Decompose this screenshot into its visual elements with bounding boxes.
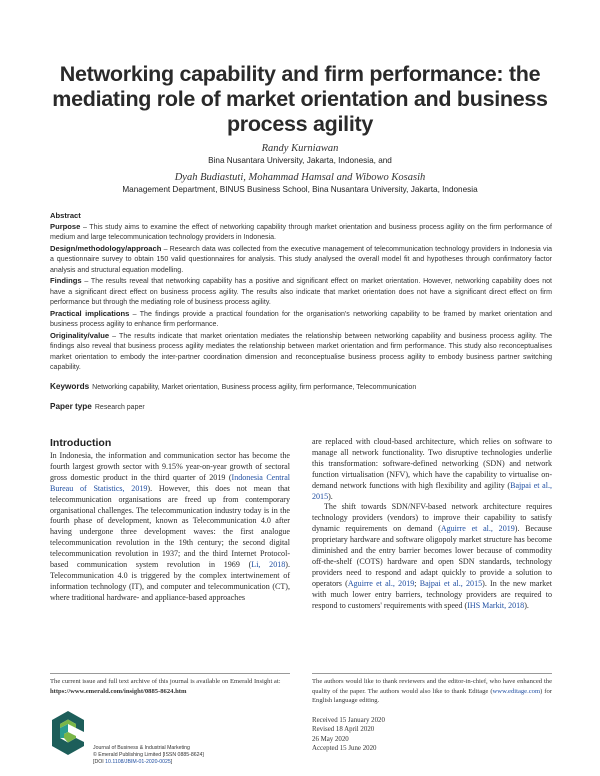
abstract-design: Design/methodology/approach – Research data was collected from the executive management of telecommunication technology providers in Indonesia via a questionnaire survey to obtain 150 valid questionnaires for analysis. This study analysed the overall model fit and hypotheses through confirmatory factor analysis and structural equation modelling. <box>50 243 552 274</box>
citation-link[interactable]: Aguirre et al., 2019 <box>347 578 415 588</box>
paper-type <box>50 402 145 411</box>
intro-paragraph: In Indonesia, the information and communication sector has become the fourth largest growth sector with 9.15% year-on-year growth of sectoral gross domestic product in the third quarter of 2019 (Indonesia Central Bureau of Statistics, 2019). However, this does not mean that telecommunication organisations are freed up from contemporary organisational challenges. The telecommunication industry today is in the fourth phase of development, known as Telecommunication 4.0 after having undergone three development waves: the first analogue telecommunication revolution in the 19th century; the second digital telecommunication revolution in 1937; and the third Internet Protocol-based communication system revolution in 1969 (Li, 2018). Telecommunication 4.0 is triggered by the complex intertwinement of information technology (IT), and computer and telecommunication (CT), where traditional hardware- and appliance-based approaches <box>50 451 291 602</box>
citation-link[interactable]: Bajpai et al., 2015 <box>419 578 483 588</box>
abstract-heading: Abstract <box>50 211 81 220</box>
accepted-date: Accepted 15 June 2020 <box>312 744 377 752</box>
abstract-findings: Findings – The results reveal that networking capability has a positive and significant effect on market orientation. However, networking capability does not have a significant direct effect on business process agility. The results also indicate that market orientation does not have a significant direct effect on firm performance but through the mediating role of business process agility. <box>50 276 552 306</box>
journal-name: Journal of Business & Industrial Marketing <box>93 745 190 751</box>
paper-title: Networking capability and firm performance: the mediating role of market orientation and business process agility <box>52 62 548 136</box>
footer-divider-right <box>312 673 552 674</box>
footer-divider-left <box>50 673 290 674</box>
paper-type-text: Research paper <box>94 404 145 411</box>
editage-link[interactable]: www.editage.com <box>492 687 541 695</box>
intro-paragraph: are replaced with cloud-based architecture, which relies on software to manage all network functionality. Two disruptive technologies underlie this transformation: software-defined networking (SDN) and network function virtualisation (NFV), which have the capability to virtualise on-demand network functions with high flexibility and agility (Bajpai et al., 2015). <box>312 437 552 501</box>
citation-link[interactable]: Aguirre et al., 2019 <box>440 524 515 534</box>
citation-link[interactable]: Indonesia Central Bureau of Statistics, 2019 <box>50 472 291 493</box>
abstract-practical: Practical implications – The findings provide a practical foundation for the organisation's networking capability to be framed by market orientation and business process agility to enhance firm performance. <box>50 308 553 328</box>
archive-url[interactable]: https://www.emerald.com/insight/0885-8624.htm <box>50 687 187 695</box>
keywords-label: Keywords <box>50 382 90 391</box>
citation-link[interactable]: Bajpai et al., 2015 <box>312 480 552 501</box>
author-name: Randy Kurniawan <box>261 143 339 154</box>
journal-publisher: © Emerald Publishing Limited [ISSN 0885-8624] <box>93 751 204 758</box>
doi-link[interactable]: 10.1108/JBIM-01-2020-0025 <box>105 758 171 765</box>
abstract-originality: Originality/value – The results indicate that market orientation mediates the relationship between networking capability and business process agility. The findings also reveal that business process agility mediates the relationship between market orientation and firm performance. This study also reconceptualises market orientation to embody the inter-partner coordination dimension and reconceptualise business process agility to embody business partner switching capability. <box>50 330 552 371</box>
revised-date-2: 26 May 2020 <box>312 735 349 743</box>
author-1 <box>50 143 550 165</box>
journal-info <box>93 745 204 766</box>
keywords-text: Networking capability, Market orientation, Business process agility, firm performance, Telecommunication <box>92 384 417 391</box>
intro-paragraph: The shift towards SDN/NFV-based network architecture requires technology providers (vendors) to improve their capability to satisfy dynamic requirements on demand (Aguirre et al., 2019). Because proprietary hardware and software oligopoly market structure has become diminished and the entry barrier becomes lower because of commodity off-the-shelf (COTS) hardware and open SDN standards, technology providers need to respond and adapt quickly to provide a solution to operators (Aguirre et al., 2019; Bajpai et al., 2015). In the new market with much lower entry barriers, technology providers are required to respond to customers' requirements with speed (IHS Markit, 2018). <box>312 502 552 610</box>
abstract <box>50 211 552 374</box>
author-affiliation: Bina Nusantara University, Jakarta, Indonesia, and <box>208 156 392 165</box>
author-affiliation: Management Department, BINUS Business School, Bina Nusantara University, Jakarta, Indonesia <box>122 185 478 194</box>
keywords <box>50 382 416 391</box>
received-date: Received 15 January 2020 <box>312 717 385 724</box>
abstract-purpose: Purpose – This study aims to examine the effect of networking capability through market orientation and business process agility on the firm performance of medium and large telecommunication technology providers in Indonesia. <box>50 221 552 241</box>
emerald-logo <box>50 710 86 756</box>
submission-dates <box>312 716 385 753</box>
author-name: Dyah Budiastuti, Mohammad Hamsal and Wibowo Kosasih <box>174 172 426 183</box>
paper-type-label: Paper type <box>50 402 92 411</box>
author-2 <box>50 172 550 194</box>
introduction-heading: Introduction <box>50 437 112 449</box>
acknowledgements: The authors would like to thank reviewers and the editor-in-chief, who have enhanced the quality of the paper. The authors would also like to thank Editage (www.editage.com) for English language editing. <box>312 678 552 705</box>
revised-date: Revised 18 April 2020 <box>312 726 375 734</box>
journal-doi: [DOI 10.1108/JBIM-01-2020-0025] <box>93 758 173 765</box>
archive-note: The current issue and full text archive of this journal is available on Emerald Insight at: https://www.emerald.com/insight/0885-8624.htm <box>50 678 281 695</box>
intro-left-column <box>50 451 290 604</box>
emerald-logo-icon <box>50 710 86 756</box>
citation-link[interactable]: IHS Markit, 2018 <box>467 600 525 610</box>
intro-right-column <box>312 437 552 612</box>
citation-link[interactable]: Li, 2018 <box>251 560 286 570</box>
